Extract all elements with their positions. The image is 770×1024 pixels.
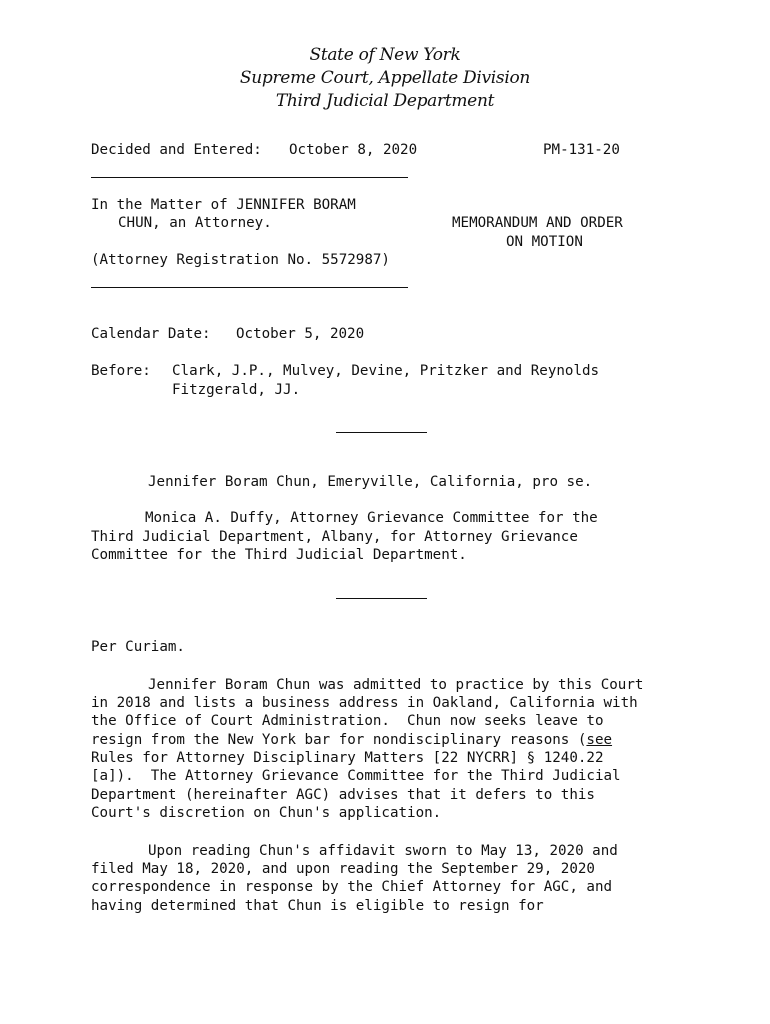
per-curiam: Per Curiam.	[91, 639, 185, 655]
matter-line-2: CHUN, an Attorney.	[118, 215, 272, 231]
section-divider-2	[336, 598, 427, 599]
para1-line-7: Department (hereinafter AGC) advises that it defers to this	[91, 787, 595, 803]
appearance-agc-line-3: Committee for the Third Judicial Department.	[91, 547, 467, 563]
para1-line-2: in 2018 and lists a business address in Oakland, California with	[91, 695, 638, 711]
para2-line-1: Upon reading Chun's affidavit sworn to May 13, 2020 and	[148, 843, 618, 859]
court-state: State of New York	[309, 45, 461, 65]
judges-line-2: Fitzgerald, JJ.	[172, 382, 301, 398]
para1-line-4	[91, 731, 612, 749]
judges-line-1: Clark, J.P., Mulvey, Devine, Pritzker and Reynolds	[172, 363, 600, 379]
appearance-respondent: Jennifer Boram Chun, Emeryville, California, pro se.	[148, 474, 593, 490]
matter-line-1: In the Matter of JENNIFER BORAM	[91, 197, 356, 213]
para1-line-1: Jennifer Boram Chun was admitted to practice by this Court	[148, 677, 644, 693]
decided-label: Decided and Entered:	[91, 142, 262, 158]
appearance-agc-line-2: Third Judicial Department, Albany, for Attorney Grievance	[91, 529, 578, 545]
docket-number: PM-131-20	[543, 142, 620, 158]
document-title-line-2: ON MOTION	[506, 234, 583, 250]
decided-date: October 8, 2020	[289, 142, 418, 158]
para1-line-3: the Office of Court Administration. Chun now seeks leave to	[91, 713, 604, 729]
para2-line-3: correspondence in response by the Chief Attorney for AGC, and	[91, 879, 613, 895]
caption-top-rule	[91, 177, 408, 178]
para1-line-8: Court's discretion on Chun's application.	[91, 805, 442, 821]
caption-bottom-rule	[91, 287, 408, 288]
para2-line-2: filed May 18, 2020, and upon reading the September 29, 2020	[91, 861, 595, 877]
attorney-registration: (Attorney Registration No. 5572987)	[91, 252, 390, 268]
court-header	[0, 44, 770, 113]
before-label: Before:	[91, 363, 151, 379]
appearance-agc-line-1: Monica A. Duffy, Attorney Grievance Committee for the	[145, 510, 598, 526]
section-divider-1	[336, 432, 427, 433]
calendar-date: October 5, 2020	[236, 326, 365, 342]
see-signal: see	[586, 732, 613, 748]
para1-line-6: [a]). The Attorney Grievance Committee for the Third Judicial	[91, 768, 621, 784]
court-name: Supreme Court, Appellate Division	[239, 68, 531, 88]
calendar-label: Calendar Date:	[91, 326, 211, 342]
court-department: Third Judicial Department	[275, 91, 495, 111]
document-title-line-1: MEMORANDUM AND ORDER	[452, 215, 623, 231]
para1-line-5: Rules for Attorney Disciplinary Matters [22 NYCRR] § 1240.22	[91, 750, 604, 766]
para2-line-4: having determined that Chun is eligible to resign for	[91, 898, 544, 914]
para1-line-4-text: resign from the New York bar for nondisciplinary reasons (	[91, 732, 587, 748]
